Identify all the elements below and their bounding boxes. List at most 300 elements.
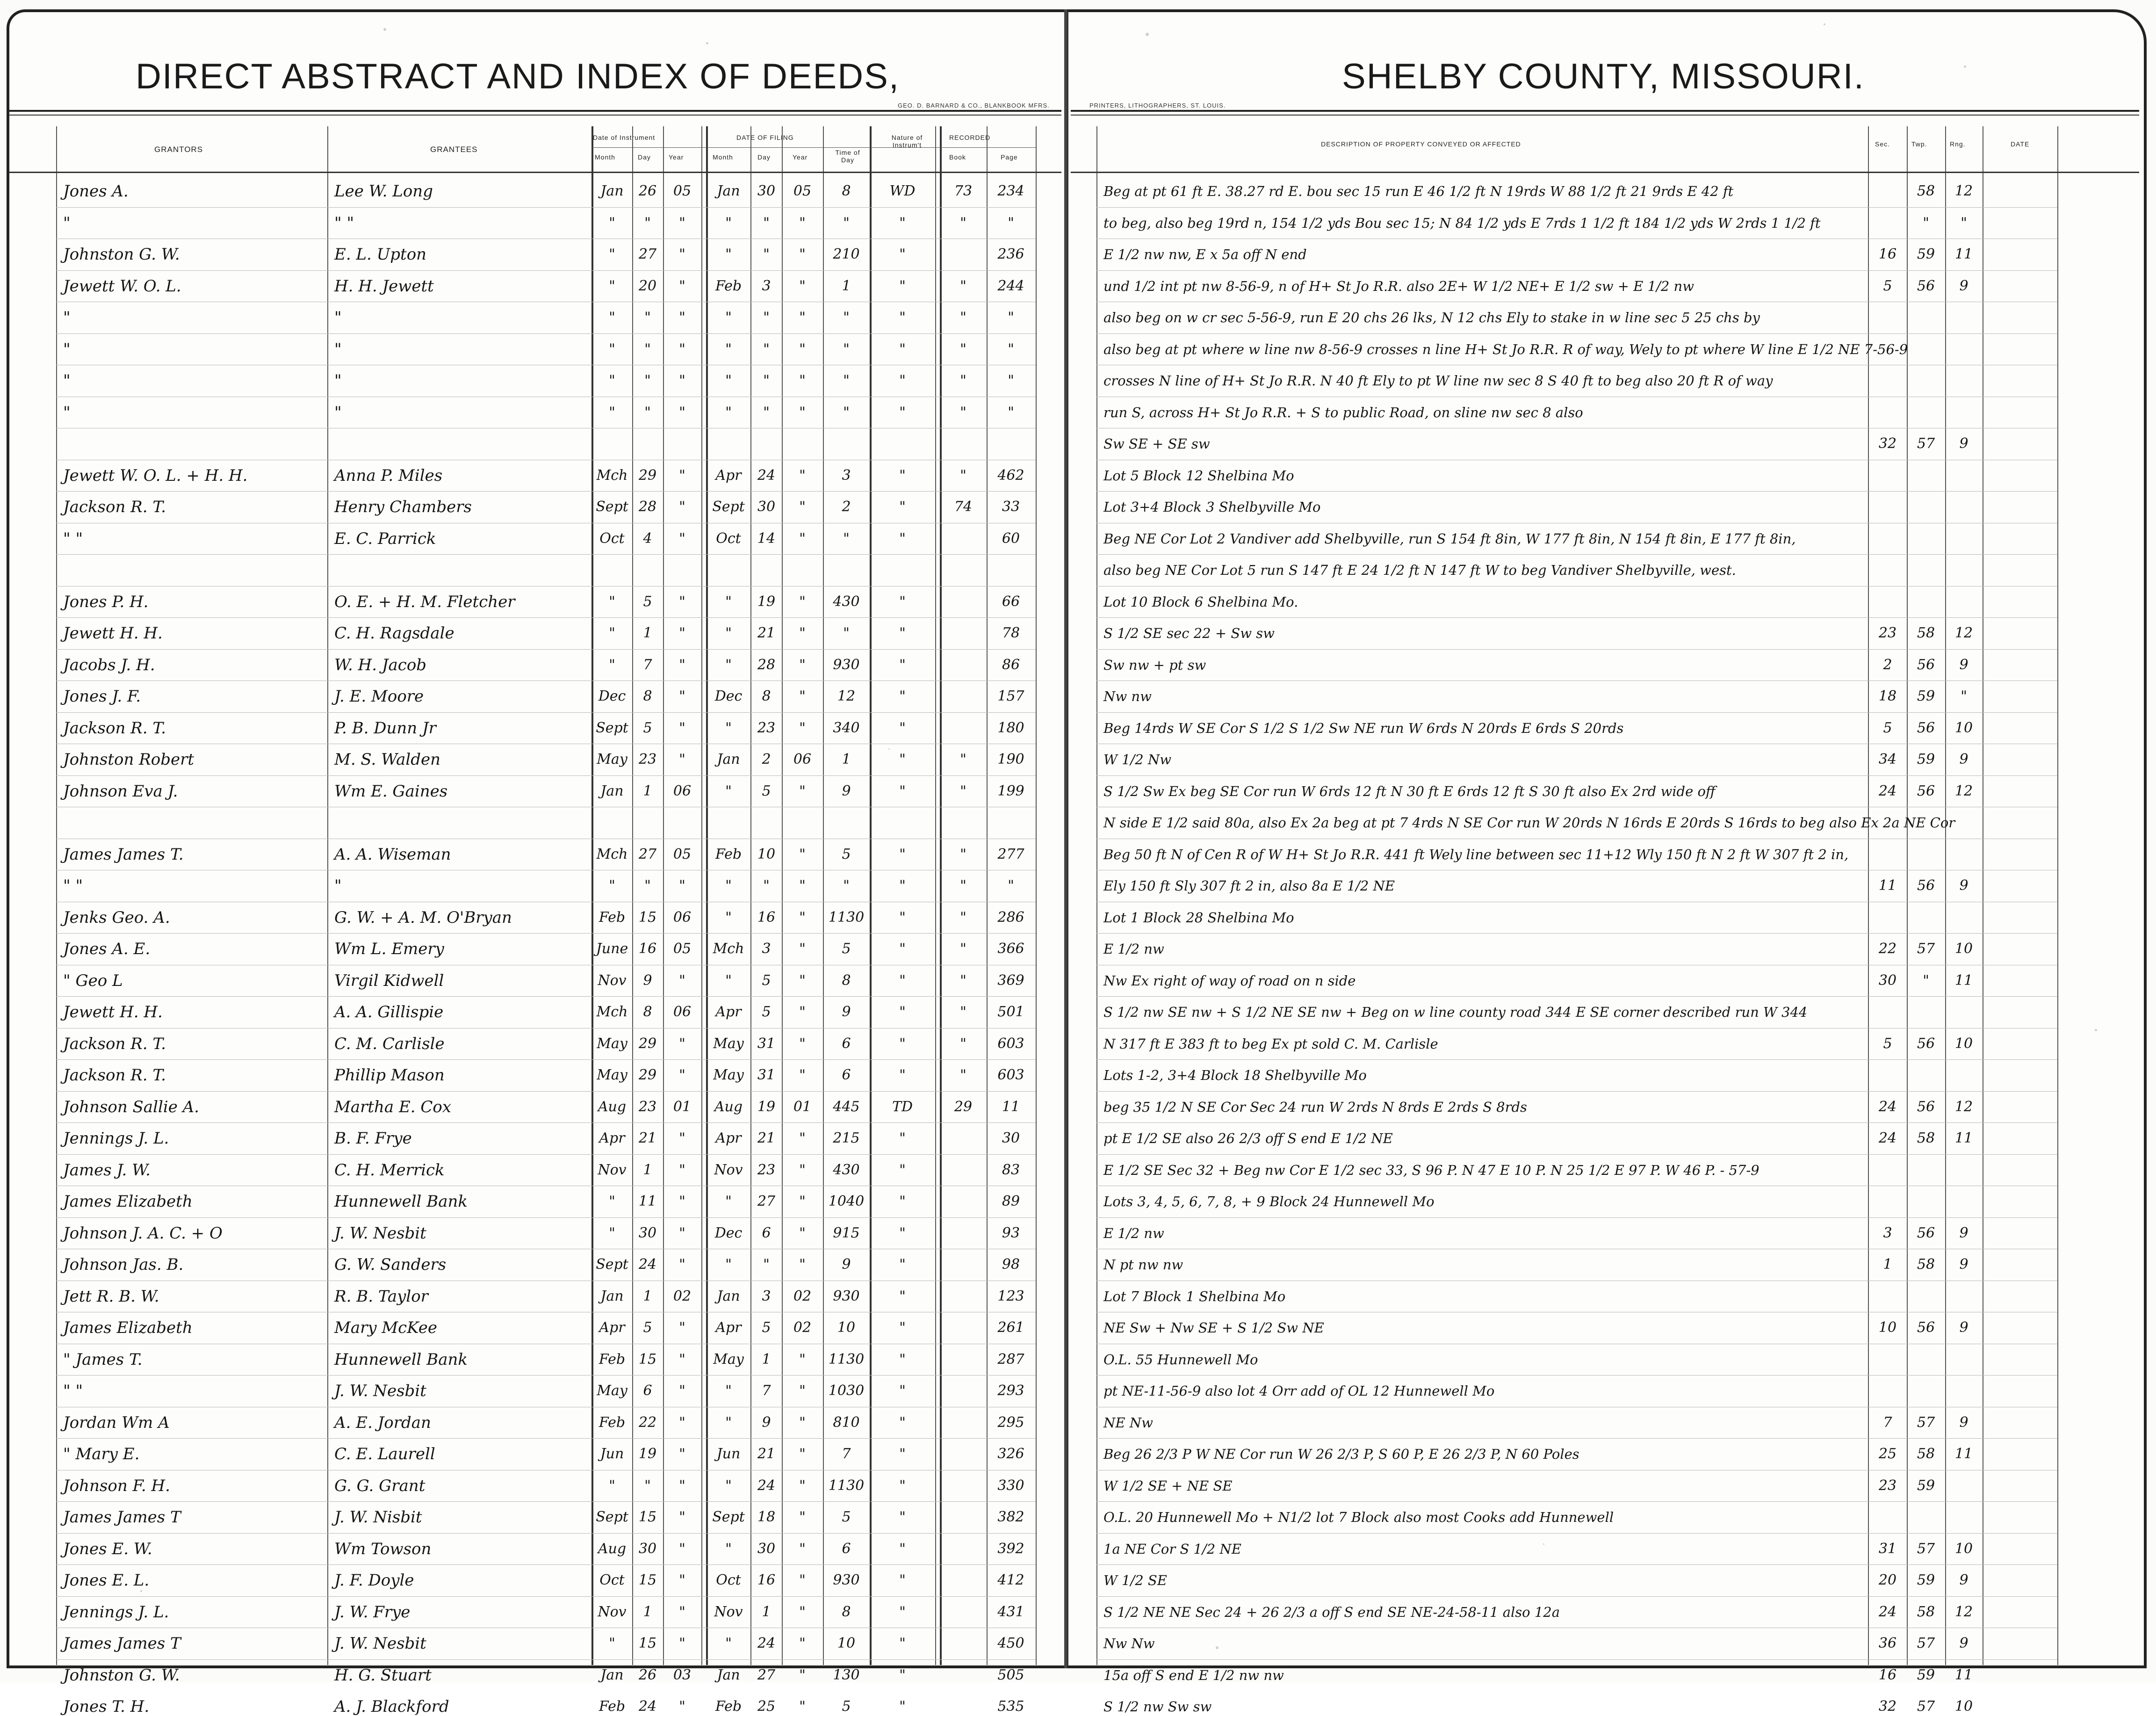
range-cell: 9 [1959, 277, 1969, 294]
instrument-day-cell: 15 [638, 1509, 657, 1525]
instrument-month-cell: " [609, 214, 615, 231]
time-of-day-cell: 1 [842, 277, 851, 294]
header-page: Page [1001, 153, 1018, 161]
instrument-month-cell: Oct [599, 530, 625, 547]
filing-year-cell: " [799, 1666, 806, 1683]
filing-year-cell: " [799, 909, 806, 926]
page-cell: 293 [997, 1383, 1024, 1399]
filing-month-cell: Apr [715, 1004, 742, 1020]
description-cell: also beg NE Cor Lot 5 run S 147 ft E 24 1/2 ft N 147 ft W to beg Vandiver Shelbyville, west. [1103, 562, 1736, 578]
grantee-cell: G. W. + A. M. O'Bryan [334, 908, 512, 927]
instrument-month-cell: " [609, 372, 615, 389]
page-cell: 89 [1002, 1193, 1020, 1209]
filing-month-cell: Oct [716, 530, 741, 547]
grantor-cell: Jordan Wm A [63, 1413, 170, 1432]
section-cell: 5 [1883, 1035, 1892, 1052]
filing-month-cell: Jan [717, 183, 740, 199]
instrument-month-cell: Sept [596, 1256, 628, 1273]
grantor-cell: Jennings J. L. [63, 1602, 169, 1622]
header-inst-year: Year [669, 153, 684, 161]
book-cell: 29 [954, 1098, 973, 1115]
filing-year-cell: " [799, 656, 806, 673]
book-cell: 74 [954, 499, 973, 515]
description-cell: beg 35 1/2 N SE Cor Sec 24 run W 2rds N 8rds E 2rds S 8rds [1103, 1099, 1527, 1115]
grantee-cell: A. J. Blackford [334, 1697, 449, 1716]
filing-year-cell: " [799, 625, 806, 641]
range-cell: 12 [1954, 625, 1973, 641]
instrument-month-cell: Jan [600, 782, 624, 799]
ruled-line [1096, 1501, 2057, 1502]
filing-year-cell: " [799, 372, 806, 389]
filing-month-cell: " [725, 877, 732, 894]
description-cell: und 1/2 int pt nw 8-56-9, n of H+ St Jo R.R. also 2E+ W 1/2 NE+ E 1/2 sw + E 1/2 nw [1103, 278, 1695, 294]
filing-day-cell: 21 [757, 1130, 776, 1146]
grantee-cell: J. W. Nisbit [334, 1508, 422, 1527]
grantor-cell: " Geo L [63, 971, 123, 990]
page-cell: 11 [1002, 1098, 1020, 1115]
instrument-year-cell: " [679, 1383, 685, 1399]
header-rule [940, 147, 1036, 148]
time-of-day-cell: 7 [842, 1446, 851, 1462]
instrument-month-cell: " [609, 1635, 615, 1651]
nature-cell: " [899, 309, 906, 326]
filing-month-cell: " [725, 309, 732, 326]
description-cell: O.L. 55 Hunnewell Mo [1103, 1351, 1258, 1368]
township-cell: 59 [1917, 688, 1935, 704]
instrument-year-cell: " [679, 1446, 685, 1462]
instrument-year-cell: " [679, 214, 685, 231]
grantor-cell: Johnston G. W. [63, 245, 180, 264]
description-cell: E 1/2 nw nw, E x 5a off N end [1103, 246, 1307, 262]
time-of-day-cell: 2 [842, 499, 851, 515]
instrument-day-cell: 27 [638, 246, 657, 262]
instrument-day-cell: " [644, 877, 651, 894]
filing-month-cell: " [725, 909, 732, 926]
grantee-cell: Henry Chambers [334, 498, 472, 516]
filing-day-cell: 14 [757, 530, 776, 547]
ruled-line [56, 1122, 1036, 1123]
range-cell: 12 [1954, 183, 1973, 199]
instrument-year-cell: " [679, 1572, 685, 1588]
instrument-day-cell: 7 [643, 656, 652, 673]
description-cell: E 1/2 SE Sec 32 + Beg nw Cor E 1/2 sec 33, S 96 P. N 47 E 10 P. N 25 1/2 E 97 P. W 46 P. - 57-9 [1103, 1162, 1759, 1178]
range-cell: " [1961, 688, 1967, 704]
filing-year-cell: " [799, 1161, 806, 1178]
book-cell: " [960, 214, 966, 231]
instrument-year-cell: 03 [673, 1666, 692, 1683]
instrument-month-cell: " [609, 593, 615, 610]
filing-year-cell: " [799, 593, 806, 610]
filing-year-cell: " [799, 1035, 806, 1052]
time-of-day-cell: 915 [833, 1224, 860, 1241]
filing-month-cell: May [713, 1035, 744, 1052]
instrument-day-cell: 1 [643, 1288, 652, 1304]
filing-month-cell: Sept [712, 499, 745, 515]
instrument-month-cell: Feb [598, 1698, 626, 1715]
time-of-day-cell: 930 [833, 656, 860, 673]
ruled-line [56, 554, 1036, 555]
ruled-line [1096, 933, 2057, 934]
filing-day-cell: 24 [757, 1635, 776, 1651]
instrument-day-cell: 26 [638, 1666, 657, 1683]
instrument-day-cell: 30 [638, 1540, 657, 1557]
ruled-line [1096, 1659, 2057, 1660]
instrument-day-cell: 5 [643, 719, 652, 736]
filing-month-cell: " [725, 972, 732, 989]
instrument-day-cell: 15 [638, 1572, 657, 1588]
filing-day-cell: 8 [762, 688, 771, 704]
nature-cell: " [899, 404, 906, 420]
header-nature: Nature of Instrum't [891, 134, 923, 149]
ruled-line [1096, 1533, 2057, 1534]
grantor-cell: " Mary E. [63, 1445, 140, 1463]
grantee-cell: H. G. Stuart [334, 1665, 432, 1685]
grantee-cell: C. M. Carlisle [334, 1034, 445, 1053]
nature-cell: " [899, 1224, 906, 1241]
description-cell: Lots 3, 4, 5, 6, 7, 8, + 9 Block 24 Hunnewell Mo [1103, 1194, 1435, 1209]
township-cell: 57 [1917, 1414, 1935, 1431]
filing-month-cell: Dec [714, 688, 743, 704]
instrument-month-cell: " [609, 1224, 615, 1241]
instrument-day-cell: 9 [643, 972, 652, 989]
header-recorded: RECORDED [949, 134, 991, 141]
instrument-year-cell: " [679, 1224, 685, 1241]
grantor-cell: " [63, 403, 71, 422]
page-cell: 66 [1002, 593, 1020, 610]
header-grantees: GRANTEES [430, 145, 478, 154]
page-cell: 157 [997, 688, 1024, 704]
instrument-day-cell: 20 [638, 277, 657, 294]
ruled-line [56, 617, 1036, 618]
page-cell: 277 [997, 846, 1024, 862]
ruled-line [1096, 1154, 2057, 1155]
right-title-rule [1071, 110, 2139, 112]
instrument-month-cell: Feb [598, 909, 626, 926]
nature-cell: " [899, 877, 906, 894]
grantee-cell: A. A. Gillispie [334, 1003, 444, 1021]
book-cell: " [960, 751, 966, 767]
ruled-line [1096, 333, 2057, 334]
instrument-year-cell: 06 [673, 1004, 692, 1020]
page-cell: 505 [997, 1666, 1024, 1683]
book-cell: " [960, 972, 966, 989]
page-cell: 30 [1002, 1130, 1020, 1146]
scan-speck [1824, 23, 1825, 25]
filing-year-cell: " [799, 246, 806, 262]
instrument-day-cell: 5 [643, 593, 652, 610]
section-cell: 5 [1883, 719, 1892, 736]
nature-cell: " [899, 1572, 906, 1588]
nature-cell: " [899, 1256, 906, 1273]
township-cell: 59 [1917, 1572, 1935, 1588]
filing-month-cell: Feb [715, 846, 742, 862]
grantor-cell: Jett R. B. W. [63, 1287, 159, 1306]
section-cell: 11 [1878, 877, 1897, 894]
filing-month-cell: Nov [714, 1161, 743, 1178]
instrument-year-cell: " [679, 309, 685, 326]
nature-cell: " [899, 530, 906, 547]
page-cell: 83 [1002, 1161, 1020, 1178]
description-cell: W 1/2 Nw [1103, 752, 1172, 767]
nature-cell: " [899, 1130, 906, 1146]
page-cell: " [1008, 340, 1014, 357]
filing-month-cell: " [725, 719, 732, 736]
township-cell: 57 [1917, 1698, 1935, 1715]
instrument-day-cell: 29 [638, 1067, 657, 1083]
instrument-month-cell: Nov [598, 972, 627, 989]
filing-day-cell: " [763, 372, 770, 389]
nature-cell: " [899, 782, 906, 799]
filing-month-cell: " [725, 1540, 732, 1557]
ruled-line [56, 1659, 1036, 1660]
header-rng: Rng. [1950, 140, 1966, 148]
header-filing-day: Day [757, 153, 771, 161]
instrument-year-cell: " [679, 751, 685, 767]
page-cell: 98 [1002, 1256, 1020, 1273]
instrument-day-cell: 24 [638, 1698, 657, 1715]
filing-year-cell: " [799, 1130, 806, 1146]
instrument-year-cell: " [679, 656, 685, 673]
time-of-day-cell: 5 [842, 941, 851, 957]
instrument-day-cell: 29 [638, 467, 657, 484]
ruled-line [1096, 207, 2057, 208]
book-spine [1064, 9, 1067, 1668]
filing-year-cell: " [799, 1414, 806, 1431]
grantee-cell: J. E. Moore [334, 687, 424, 706]
right-printer-imprint: PRINTERS, LITHOGRAPHERS, ST. LOUIS. [1089, 102, 1226, 109]
range-cell: 9 [1959, 1572, 1969, 1588]
page-cell: 369 [997, 972, 1024, 989]
description-cell: Beg at pt 61 ft E. 38.27 rd E. bou sec 15 run E 46 1/2 ft N 19rds W 88 1/2 ft 21 9rds E 42 ft [1103, 183, 1734, 199]
instrument-month-cell: Feb [598, 1351, 626, 1368]
ruled-line [1096, 1217, 2057, 1218]
time-of-day-cell: 9 [842, 782, 851, 799]
grantee-cell: Wm L. Emery [334, 940, 444, 958]
column-rule [327, 126, 328, 1665]
nature-cell: " [899, 1288, 906, 1304]
header-rule [706, 147, 870, 148]
grantor-cell: Jackson R. T. [63, 498, 166, 516]
grantee-cell: E. C. Parrick [334, 529, 436, 548]
page-cell: 295 [997, 1414, 1024, 1431]
range-cell: 10 [1954, 719, 1973, 736]
township-cell: 59 [1917, 1477, 1935, 1494]
nature-cell: " [899, 1004, 906, 1020]
description-cell: Lot 3+4 Block 3 Shelbyville Mo [1103, 499, 1321, 515]
page-cell: 190 [997, 751, 1024, 767]
section-cell: 36 [1878, 1635, 1897, 1651]
grantor-cell: Jewett W. O. L. + H. H. [63, 466, 248, 485]
time-of-day-cell: 8 [842, 1603, 851, 1620]
instrument-day-cell: 24 [638, 1256, 657, 1273]
instrument-day-cell: 23 [638, 751, 657, 767]
grantee-cell: G. W. Sanders [334, 1255, 447, 1274]
time-of-day-cell: 8 [842, 183, 851, 199]
grantor-cell: Johnson Jas. B. [63, 1255, 184, 1274]
filing-month-cell: " [725, 1256, 732, 1273]
range-cell: 9 [1959, 751, 1969, 767]
grantee-cell: J. W. Nesbit [334, 1224, 426, 1243]
time-of-day-cell: 5 [842, 1509, 851, 1525]
township-cell: " [1923, 214, 1929, 231]
time-of-day-cell: " [843, 309, 850, 326]
instrument-year-cell: " [679, 1161, 685, 1178]
section-cell: 10 [1878, 1319, 1897, 1336]
ruled-line [56, 207, 1036, 208]
page-cell: 501 [997, 1004, 1024, 1020]
ruled-line [1096, 1564, 2057, 1565]
description-cell: also beg on w cr sec 5-56-9, run E 20 chs 26 lks, N 12 chs Ely to stake in w line sec 5 25 chs by [1103, 310, 1760, 326]
grantor-cell: " " [63, 876, 83, 895]
page-cell: 450 [997, 1635, 1024, 1651]
filing-day-cell: 24 [757, 467, 776, 484]
instrument-day-cell: " [644, 340, 651, 357]
filing-day-cell: 1 [762, 1351, 771, 1368]
grantee-cell: J. W. Nesbit [334, 1382, 426, 1400]
grantee-cell: Hunnewell Bank [334, 1192, 468, 1211]
nature-cell: " [899, 467, 906, 484]
ruled-line [56, 649, 1036, 650]
range-cell: 10 [1954, 1698, 1973, 1715]
filing-month-cell: Jan [717, 1666, 740, 1683]
description-cell: Beg 14rds W SE Cor S 1/2 S 1/2 Sw NE run W 6rds N 20rds E 6rds S 20rds [1103, 720, 1624, 736]
grantee-cell: H. H. Jewett [334, 276, 434, 296]
instrument-year-cell: " [679, 1540, 685, 1557]
time-of-day-cell: 930 [833, 1572, 860, 1588]
page-cell: 78 [1002, 625, 1020, 641]
instrument-year-cell: 02 [673, 1288, 692, 1304]
instrument-year-cell: " [679, 499, 685, 515]
instrument-year-cell: " [679, 467, 685, 484]
nature-cell: " [899, 499, 906, 515]
description-cell: Lot 10 Block 6 Shelbina Mo. [1103, 594, 1298, 610]
header-description: DESCRIPTION OF PROPERTY CONVEYED OR AFFECTED [1321, 140, 1521, 148]
description-cell: NE Sw + Nw SE + S 1/2 Sw NE [1103, 1320, 1324, 1336]
description-cell: 1a NE Cor S 1/2 NE [1103, 1541, 1241, 1557]
nature-cell: " [899, 1319, 906, 1336]
instrument-year-cell: " [679, 1698, 685, 1715]
description-cell: S 1/2 nw Sw sw [1103, 1699, 1212, 1715]
section-cell: 31 [1878, 1540, 1897, 1557]
ruled-line [1096, 775, 2057, 776]
instrument-month-cell: Jan [600, 183, 624, 199]
description-cell: 15a off S end E 1/2 nw nw [1103, 1667, 1284, 1683]
instrument-year-cell: " [679, 1130, 685, 1146]
ruled-line [56, 1375, 1036, 1376]
page-cell: 603 [997, 1067, 1024, 1083]
page-cell: 431 [997, 1603, 1024, 1620]
section-cell: 22 [1878, 941, 1897, 957]
township-cell: 58 [1917, 1603, 1935, 1620]
book-cell: " [960, 372, 966, 389]
filing-day-cell: 1 [762, 1603, 771, 1620]
page-cell: 244 [997, 277, 1024, 294]
range-cell: 11 [1954, 246, 1973, 262]
time-of-day-cell: 1130 [828, 1351, 865, 1368]
grantee-cell: Virgil Kidwell [334, 971, 444, 990]
description-cell: Nw Nw [1103, 1636, 1155, 1651]
ruled-line [1096, 1596, 2057, 1597]
section-cell: 5 [1883, 277, 1892, 294]
book-cell: " [960, 1067, 966, 1083]
instrument-month-cell: May [597, 751, 627, 767]
description-cell: Ely 150 ft Sly 307 ft 2 in, also 8a E 1/2 NE [1103, 878, 1395, 894]
filing-year-cell: " [799, 404, 806, 420]
section-cell: 16 [1878, 1666, 1897, 1683]
nature-cell: " [899, 846, 906, 862]
grantor-cell: Jones A. [63, 182, 129, 201]
header-book: Book [949, 153, 966, 161]
time-of-day-cell: 340 [833, 719, 860, 736]
header-grantors: GRANTORS [154, 145, 203, 154]
ruled-line [1096, 1059, 2057, 1060]
grantor-cell: James Elizabeth [63, 1318, 193, 1337]
book-cell: " [960, 404, 966, 420]
nature-cell: " [899, 625, 906, 641]
description-cell: S 1/2 nw SE nw + S 1/2 NE SE nw + Beg on w line county road 344 E SE corner described run W 344 [1103, 1004, 1808, 1020]
instrument-month-cell: Mch [596, 1004, 628, 1020]
page-cell: 123 [997, 1288, 1024, 1304]
instrument-year-cell: " [679, 719, 685, 736]
instrument-year-cell: " [679, 1414, 685, 1431]
column-rule [56, 126, 57, 1665]
filing-day-cell: 30 [757, 183, 776, 199]
filing-year-cell: " [799, 941, 806, 957]
grantor-cell: Johnson Eva J. [63, 782, 178, 801]
description-cell: Sw nw + pt sw [1103, 657, 1206, 673]
filing-day-cell: 5 [762, 972, 771, 989]
ruled-line [56, 996, 1036, 997]
filing-month-cell: " [725, 1477, 732, 1494]
page-cell: 326 [997, 1446, 1024, 1462]
filing-day-cell: 19 [757, 593, 776, 610]
header-inst-day: Day [638, 153, 651, 161]
township-cell: " [1923, 972, 1929, 989]
page-cell: " [1008, 309, 1014, 326]
range-cell: 9 [1959, 1635, 1969, 1651]
filing-day-cell: " [763, 309, 770, 326]
time-of-day-cell: 430 [833, 593, 860, 610]
filing-year-cell: " [799, 1572, 806, 1588]
ruled-line [56, 491, 1036, 492]
nature-cell: " [899, 340, 906, 357]
grantor-cell: Jennings J. L. [63, 1129, 169, 1148]
description-cell: W 1/2 SE [1103, 1572, 1167, 1588]
instrument-day-cell: 30 [638, 1224, 657, 1241]
filing-month-cell: " [725, 404, 732, 420]
time-of-day-cell: " [843, 214, 850, 231]
filing-year-cell: 01 [793, 1098, 812, 1115]
grantee-cell: " " [334, 213, 354, 232]
grantee-cell: Wm E. Gaines [334, 782, 448, 801]
range-cell: 10 [1954, 1540, 1973, 1557]
scan-speck [1146, 33, 1149, 36]
description-cell: Beg NE Cor Lot 2 Vandiver add Shelbyville, run S 154 ft 8in, W 177 ft 8in, N 154 ft 8in, E 177 ft 8in, [1103, 530, 1796, 547]
grantor-cell: Jewett H. H. [63, 1003, 163, 1021]
instrument-month-cell: " [609, 340, 615, 357]
nature-cell: " [899, 1351, 906, 1368]
grantee-cell: A. A. Wiseman [334, 845, 451, 864]
filing-month-cell: " [725, 593, 732, 610]
filing-month-cell: Jun [716, 1446, 741, 1462]
instrument-year-cell: " [679, 1067, 685, 1083]
filing-day-cell: 5 [762, 1004, 771, 1020]
instrument-year-cell: " [679, 1035, 685, 1052]
instrument-month-cell: Nov [598, 1603, 627, 1620]
grantor-cell: Jones T. H. [63, 1697, 150, 1716]
grantor-cell: Johnson F. H. [63, 1476, 170, 1495]
grantor-cell: Jewett W. O. L. [63, 276, 181, 296]
